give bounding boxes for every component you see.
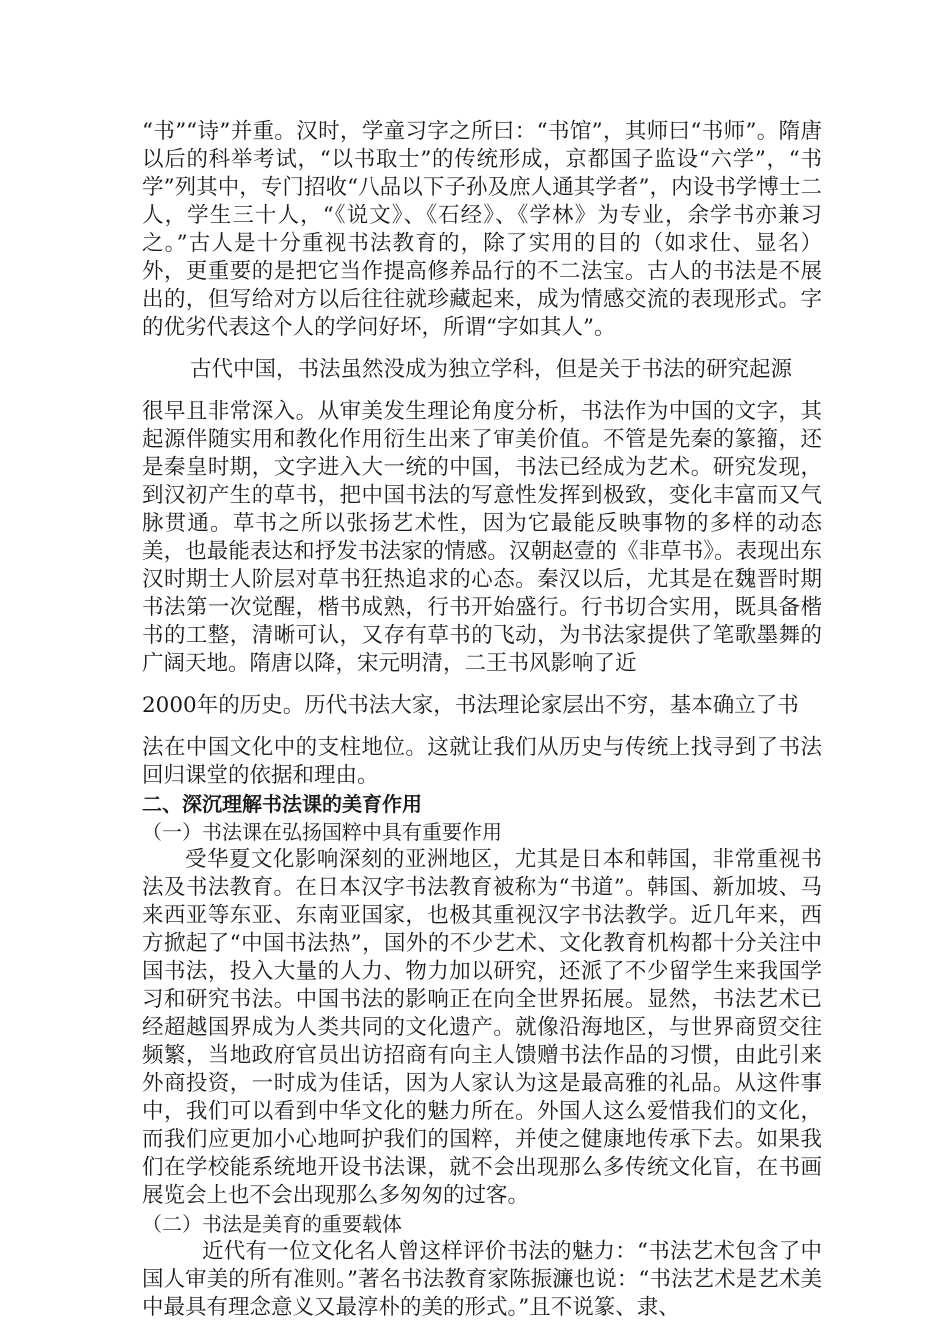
- paragraph-2-body: 很早且非常深入。从审美发生理论角度分析，书法作为中国的文字，其起源伴随实用和教化作用衍生出来了审美价值。不管是先秦的篆籀，还是秦皇时期，文字进入大一统的中国，书法已经成为艺术。研究发现，到汉初产生的草书，把中国书法的写意性发挥到极致，变化丰富而又气脉贯通。草书之所以张扬艺术性，因为它最能反映事物的多样的动态美，也最能表达和抒发书法家的情感。汉朝赵壹的《非草书》。表现出东汉时期士人阶层对草书狂热追求的心态。秦汉以后，尤其是在魏晋时期书法第一次觉醒，楷书成熟，行书开始盛行。行书切合实用，既具备楷书的工整，清晰可认，又存有草书的飞动，为书法家提供了笔歌墨舞的广阔天地。隋唐以降，宋元明清，二王书风影响了近: [142, 399, 822, 676]
- paragraph-3: 受华夏文化影响深刻的亚洲地区，尤其是日本和韩国，非常重视书法及书法教育。在日本汉字书法教育被称为“书道”。韩国、新加坡、马来西亚等东亚、东南亚国家，也极其重视汉字书法教学。近几年来，西方掀起了“中国书法热”，国外的不少艺术、文化教育机构都十分关注中国书法，投入大量的人力、物力加以研究，还派了不少留学生来我国学习和研究书法。中国书法的影响正在向全世界拓展。显然，书法艺术已经超越国界成为人类共同的文化遗产。就像沿海地区，与世界商贸交往频繁，当地政府官员出访招商有向主人馈赠书法作品的习惯，由此引来外商投资，一时成为佳话，因为人家认为这是最高雅的礼品。从这件事中，我们可以看到中华文化的魅力所在。外国人这么爱惜我们的文化，而我们应更加小心地呵护我们的国粹，并使之健康地传承下去。如果我们在学校能系统地开设书法课，就不会出现那么多传统文化盲，在书画展览会上也不会出现那么多匆匆的过客。: [142, 847, 822, 1208]
- subsection-heading-1: （一）书法课在弘扬国粹中具有重要作用: [142, 820, 502, 844]
- paragraph-2-end: 法在中国文化中的支柱地位。这就让我们从历史与传统上找寻到了书法回归课堂的依据和理由。: [142, 735, 822, 788]
- paragraph-2-line-1: 古代中国，书法虽然没成为独立学科，但是关于书法的研究起源: [190, 357, 793, 382]
- paragraph-1: “书”“诗”并重。汉时，学童习字之所曰：“书馆”，其师曰“书师”。隋唐以后的科举考试，“以书取士”的传统形成，京都国子监设“六学”，“书学”列其中，专门招收“八品以下子孙及庶人通其学者”，内设书学博士二人，学生三十人，“《说文》、《石经》、《学林》为专业，余学书亦兼习之。”古人是十分重视书法教育的，除了实用的目的（如求仕、显名）外，更重要的是把它当作提高修养品行的不二法宝。古人的书法是不展出的，但写给对方以后往往就珍藏起来，成为情感交流的表现形式。字的优劣代表这个人的学问好坏，所谓“字如其人”。: [142, 119, 822, 340]
- paragraph-4: 近代有一位文化名人曾这样评价书法的魅力：“书法艺术包含了中国人审美的所有准则。”著名书法教育家陈振濂也说：“书法艺术是艺术美中最具有理念意义又最淳朴的美的形式。”且不说篆、隶、: [142, 1239, 822, 1320]
- subsection-heading-2: （二）书法是美育的重要载体: [142, 1212, 402, 1236]
- paragraph-2-continued: 2000年的历史。历代书法大家，书法理论家层出不穷，基本确立了书: [142, 693, 799, 718]
- section-heading-2: 二、深沉理解书法课的美育作用: [142, 792, 422, 816]
